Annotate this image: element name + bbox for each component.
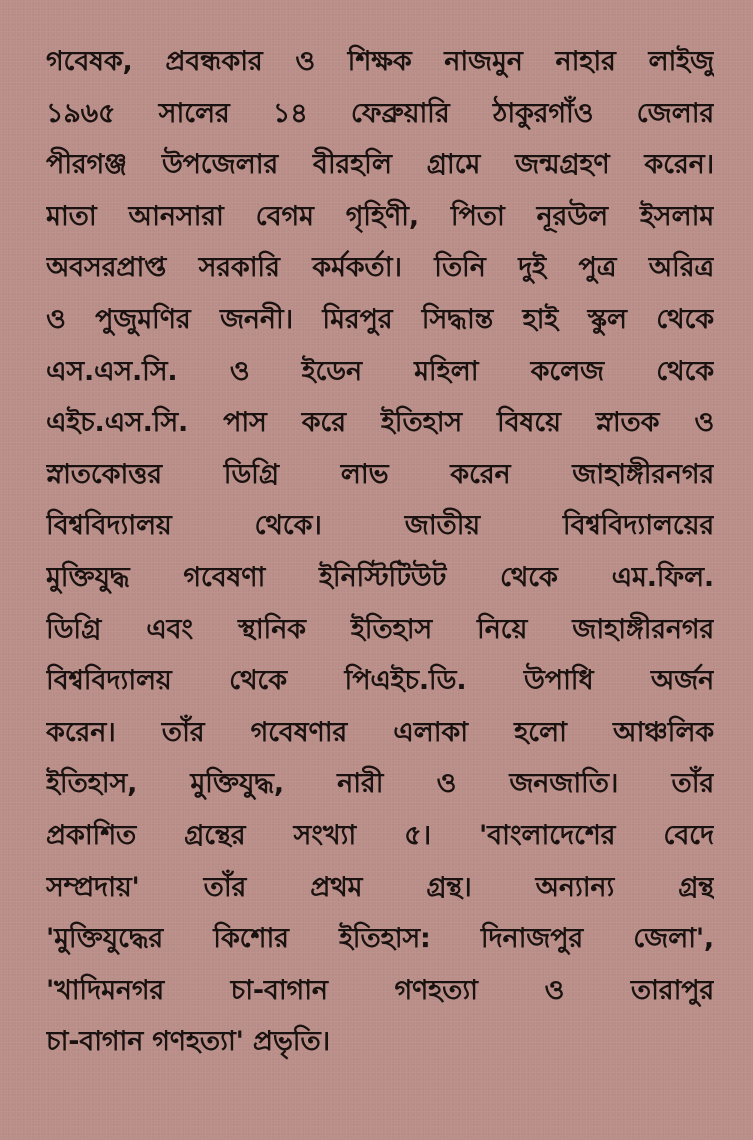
biography-line-13: বিশ্ববিদ্যালয় থেকে পিএইচ.ডি. উপাধি অর্জন <box>46 665 714 697</box>
biography-line-8: এইচ.এস.সি. পাস করে ইতিহাস বিষয়ে স্নাতক ও <box>46 407 714 439</box>
biography-line-5: অবসরপ্রাপ্ত সরকারি কর্মকর্তা। তিনি দুই পুত্র অরিত্র <box>46 252 714 284</box>
author-biography <box>46 36 714 1068</box>
biography-line-10: বিশ্ববিদ্যালয় থেকে। জাতীয় বিশ্ববিদ্যালয়ের <box>46 510 714 542</box>
biography-line-3: পীরগঞ্জ উপজেলার বীরহলি গ্রামে জন্মগ্রহণ করেন। <box>46 149 714 181</box>
biography-line-15: ইতিহাস, মুক্তিযুদ্ধ, নারী ও জনজাতি। তাঁর <box>46 768 714 800</box>
biography-line-17: সম্প্রদায়' তাঁর প্রথম গ্রন্থ। অন্যান্য গ্রন্থ <box>46 871 714 903</box>
biography-line-16: প্রকাশিত গ্রন্থের সংখ্যা ৫। 'বাংলাদেশের বেদে <box>46 819 714 851</box>
biography-line-2: ১৯৬৫ সালের ১৪ ফেব্রুয়ারি ঠাকুরগাঁও জেলার <box>46 97 714 129</box>
biography-line-14: করেন। তাঁর গবেষণার এলাকা হলো আঞ্চলিক <box>46 716 714 748</box>
biography-line-4: মাতা আনসারা বেগম গৃহিণী, পিতা নূরউল ইসলাম <box>46 200 714 232</box>
biography-line-12: ডিগ্রি এবং স্থানিক ইতিহাস নিয়ে জাহাঙ্গীরনগর <box>46 613 714 645</box>
biography-line-9: স্নাতকোত্তর ডিগ্রি লাভ করেন জাহাঙ্গীরনগর <box>46 458 714 490</box>
biography-line-19: 'খাদিমনগর চা-বাগান গণহত্যা ও তারাপুর <box>46 974 714 1006</box>
biography-line-7: এস.এস.সি. ও ইডেন মহিলা কলেজ থেকে <box>46 355 714 387</box>
biography-line-6: ও পুজুমণির জননী। মিরপুর সিদ্ধান্ত হাই স্কুল থেকে <box>46 303 714 335</box>
biography-line-11: মুক্তিযুদ্ধ গবেষণা ইনিস্টিটিউট থেকে এম.ফিল. <box>46 561 714 593</box>
biography-line-1: গবেষক, প্রবন্ধকার ও শিক্ষক নাজমুন নাহার লাইজু <box>46 46 714 77</box>
biography-line-20: চা-বাগান গণহত্যা' প্রভৃতি। <box>46 1026 331 1058</box>
biography-line-18: 'মুক্তিযুদ্ধের কিশোর ইতিহাস: দিনাজপুর জেলা', <box>46 923 714 955</box>
